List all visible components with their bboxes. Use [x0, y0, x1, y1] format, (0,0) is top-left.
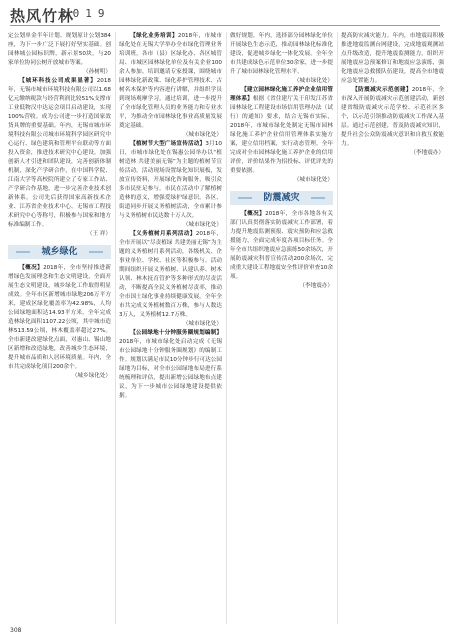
- article-heading: 【义务植树月系列活动】: [130, 231, 196, 237]
- article-body-text: 2018年，全市各地各有关部门认真贯彻落实防震减灾工作部署，着力提升地震监测预报、震灾预防和应急救援能力，全面完成年度各项目标任务。全年全市共组织地震应急演练50余场次，开展防震减灾科普宣传活动200余场次，完成重大建设工程地震安全性评价审查10余项。: [230, 211, 333, 280]
- article-paragraph: [119, 230, 222, 320]
- article-heading: 【公园绿地十分钟服务圈规划编制】: [130, 330, 222, 336]
- column-divider: [337, 32, 338, 624]
- article-paragraph: [8, 264, 111, 372]
- article-paragraph: [341, 32, 444, 86]
- article-paragraph: [119, 329, 222, 401]
- text-column-3: [230, 32, 333, 291]
- article-body-text: 定公划单金半年计划。规划原计公划384座，为下一步广泛下展打好坚实基础。创园林城公园标识牌，新示景50块，与20家单位协同公树开放城市等案。: [8, 33, 111, 66]
- article-paragraph: [230, 210, 333, 282]
- text-column-4: [341, 32, 444, 158]
- source-signature: （城市绿化处）: [182, 321, 222, 327]
- article-heading: 【建立园林绿化施工养护企业信用管理体系】: [230, 87, 333, 102]
- article-heading: 【概况】: [19, 265, 44, 271]
- source-signature: （王 祥）: [86, 231, 111, 237]
- article-paragraph: [230, 32, 333, 77]
- article-body-text: 2018年，全市深入开展防震减灾示范创建活动，新创建省级防震减灾示范学校、示范社区多个，以示范引领推动防震减灾工作深入基层。通过示范创建，普及防震减灾知识，提升社会公众防震减灾意识和自救互救能力。: [341, 87, 444, 147]
- article-paragraph: [119, 140, 222, 221]
- article-body-text: 3月10日，市城市绿化处在锡惠公园举办以“植树造林 共建美丽无锡”为主题的植树节宣传活动。活动现场设置绿化知识展板，发放宣传资料，开展绿化咨询服务，吸引众多市民驻足参与。市民在活动中了解植树造林的意义，增强爱绿护绿意识。各区、街道同步开展义务植树活动，全市累计参与义务植树市民达数十万人次。: [119, 141, 222, 219]
- source-signature: （城市绿化处）: [182, 222, 222, 228]
- article-heading: 【绿化业务培训】: [130, 33, 178, 39]
- section-banner: 防震减灾: [230, 191, 333, 205]
- article-body-text: 做好规划。年内，选择部分园林绿化单位开展绿色生态示范，推动园林绿化标准化建设，促进城乡绿化一体化发展。全年全市共建成绿色示范单位30余家，进一步提升了城市园林绿化管理水平。: [230, 33, 333, 75]
- source-signature: （城市绿化处）: [293, 78, 333, 84]
- source-signature: （城市绿化处）: [293, 177, 333, 183]
- magazine-year: 2019: [60, 7, 111, 20]
- article-body-text: 2018年，全市坚持推进新增绿色发展理念和生态文明建设，全面开展生态文明建设，城乡绿化工作取得明显成效。全年市区新增城市绿地206万平方米，建成区绿化覆盖率为42.98%，人均公园绿地面积达14.93平方米。全年完成造林绿化面积1107.22公顷，其中城市造林513.59公顷，林木覆盖率超过27%。全市新建改建绿化点面，对惠山、锡山地区新增和改造绿地，改善城乡生态环境，提升城市品质和人居环境质量。年内，全市共完成绿化项目200余个。: [8, 265, 111, 370]
- article-heading: 【概况】: [241, 211, 266, 217]
- source-signature: （李地震办）: [410, 150, 444, 156]
- section-banner: 城乡绿化: [8, 245, 111, 259]
- source-signature: （城市绿化处）: [182, 132, 222, 138]
- article-paragraph: [119, 32, 222, 131]
- magazine-brand: 热风竹林: [10, 7, 75, 25]
- column-divider: [115, 32, 116, 624]
- source-signature: （城乡绿化处）: [71, 373, 111, 379]
- article-body-text: 2018年，全市开展以“尽责植绿 共建美丽无锡”为主题的义务植树月系列活动，各级机关、企事业单位、学校、社区等积极参与。活动期间组织开展义务植树、认建认养、树木认领、林木抚育管护等多种形式的尽责活动，不断提高全民义务植树尽责率，推动全市国土绿化事业持续健康发展。全年全市共完成义务植树数百万株，参与人数达3万人，义务植树12.7万株。: [119, 231, 222, 318]
- article-heading: 【防震减灾示范创建】: [352, 87, 412, 93]
- article-heading: 【城环科技公司成果显著】: [19, 78, 97, 84]
- page-header: [0, 0, 449, 30]
- page-number: 308: [10, 627, 22, 634]
- text-column-2: [119, 32, 222, 401]
- article-body-text: 2018年，无锡市城市环境科技有限公司以1.68亿元缴纳税款与经营利润比较51%支撑市工业低物汉中达运会项目启动建设，实现100%营收。成为公司进一步打造国家效货具牌的重要基础。年内，无锡市城市环境科技有限公司城市环境科学园区研究中心运行、绿色建筑和管理平台联动等方面投入资金，推进技术研究中心建设。加强创新人才引进和团队建设，完善创新体制机制，深化产学研合作，在中国科学院、江南大学等高校院所建立了专家工作站、产学研合作基地，进一步完善企业技术创新体系。公司先后获得国家高新技术企业、江苏省企业技术中心、无锡市工程技术研究中心等称号，积极参与国家和地方标准编制工作。: [8, 78, 111, 228]
- article-body-text: 提高防灾减灾能力。年内，市地震局积极推进地震监测台网建设，完成地震观测站点升级改造，提升地震监测能力。组织开展地震应急预案修订和地震应急演练，强化地震应急救援队伍建设，提高全市地震应急处置能力。: [341, 33, 444, 84]
- source-signature: （李地震办）: [299, 283, 333, 289]
- article-paragraph: [8, 32, 111, 68]
- article-paragraph: [341, 86, 444, 149]
- source-signature: （孙树明）: [83, 69, 111, 75]
- header-rule: [10, 25, 440, 26]
- column-divider: [226, 32, 227, 624]
- article-paragraph: [230, 86, 333, 176]
- article-heading: 【植树节大型广场宣传活动】: [130, 141, 206, 147]
- article-body-text: 2018年，市城市绿化处在无锡大学举办全市绿化管理业务培训班，各市（县）区绿化办、各区城管局、市城区园林绿化单位及有关企业100余人参加。培训邀请专家授课，围绕城市园林绿化新政策、绿化养护管理技术、古树名木保护等内容进行讲解，并组织学员到现场观摩学习。通过培训，进一步提升了全市绿化管理人员的业务能力和专业水平，为推动全市园林绿化事业高质量发展奠定基础。: [119, 33, 222, 129]
- article-body-text: 2018年，市城市绿化处启动完成《无锡市公园绿地十分钟服务圈规划》的编制工作。规划以满足市民10分钟步行可达公园绿地为目标，对全市公园绿地布局进行系统梳理和评估，提出新增公园绿地布点建议，为下一步城市公园绿地建设提供依据。: [119, 339, 222, 399]
- article-paragraph: [8, 77, 111, 230]
- article-body-text: 根据《省住建厅关于印发江苏省园林绿化工程建设市场信用管理办法（试行）的通知》要求，结合无锡市实际，2018年，市城市绿化处制定无锡市园林绿化施工养护企业信用管理体系实施方案，建立信用档案，实行动态管理。全年完成对全市园林绿化施工养护企业的信用评价，评价结果作为招投标、评优评先的重要依据。: [230, 96, 333, 174]
- text-column-1: [8, 32, 111, 381]
